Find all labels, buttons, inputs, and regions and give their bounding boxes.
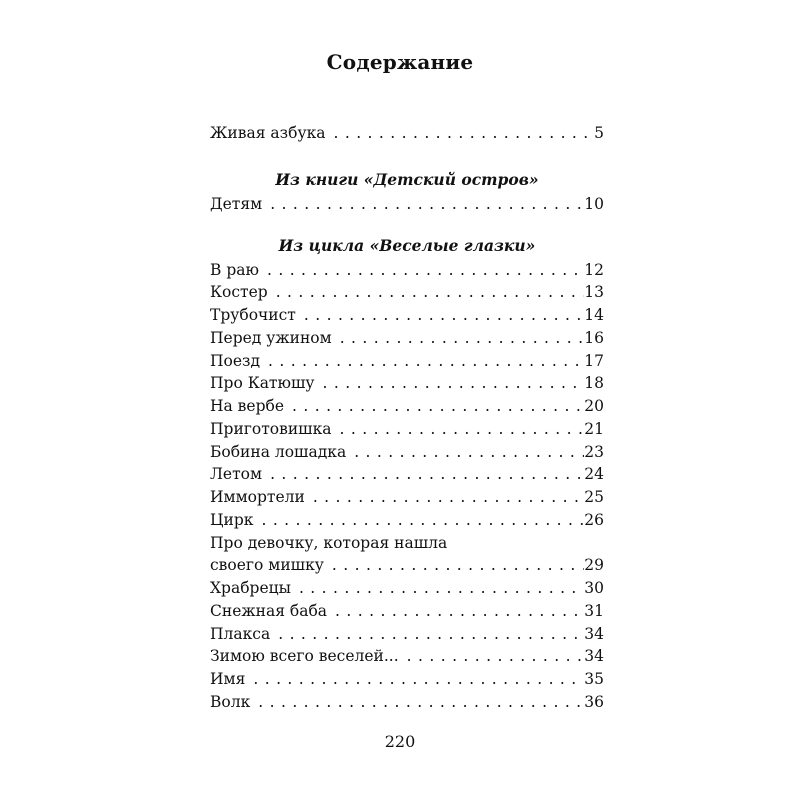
toc-entry-page: 31: [584, 601, 604, 620]
toc-entry-multiline-line1: [210, 532, 604, 555]
dot-leader: [250, 691, 584, 714]
toc-entry-page: 18: [584, 374, 604, 393]
dot-leader: [346, 441, 584, 464]
toc-entry-label: Про девочку, которая нашла: [210, 533, 448, 552]
toc-entry-page: 34: [584, 647, 604, 666]
dot-leader: [253, 509, 584, 532]
dot-leader: [399, 645, 585, 668]
toc-entry-label: Бобина лошадка: [210, 442, 347, 461]
toc-entry: [210, 486, 604, 509]
toc-entry-label: Костер: [210, 283, 268, 302]
dot-leader: [268, 281, 585, 304]
toc-entry-page: 30: [584, 579, 604, 597]
toc-entry-zhivaya-azbuka: [210, 122, 604, 145]
dot-leader: [324, 554, 584, 577]
toc-entry: [210, 418, 604, 441]
toc-entry: [210, 577, 604, 600]
toc-entry: [210, 623, 604, 646]
toc-entry-label: Зимою всего веселей...: [210, 647, 399, 666]
toc-entry: [210, 600, 604, 623]
toc-entry: [210, 395, 604, 418]
toc-entry-label: Волк: [210, 692, 251, 711]
toc-entry-page: 17: [584, 351, 604, 370]
page-number: 220: [384, 732, 416, 751]
dot-leader: [332, 418, 585, 441]
dot-leader: [296, 304, 584, 327]
toc-entry-page: 35: [584, 670, 604, 688]
dot-leader: [259, 259, 584, 282]
toc-entry-page: 21: [584, 419, 604, 438]
toc-entry-label: Перед ужином: [210, 328, 332, 347]
dot-leader: [260, 350, 584, 373]
toc-entry-label: В раю: [210, 260, 259, 279]
toc-entry: [210, 259, 604, 282]
toc-entry-label: Летом: [210, 465, 263, 484]
toc-entry-page: 12: [584, 260, 604, 279]
dot-leader: [284, 395, 584, 418]
toc-entry-label: Иммортели: [210, 488, 305, 506]
dot-leader: [305, 486, 584, 509]
dot-leader: [291, 577, 584, 600]
toc-entry-label: Цирк: [210, 510, 254, 529]
section-heading-detskiy-ostrov: Из книги «Детский остров»: [275, 169, 539, 189]
toc-entry-label: Приготовишка: [210, 419, 332, 438]
dot-leader: [327, 600, 584, 623]
toc-entry-label: Храбрецы: [210, 579, 291, 597]
toc-entry: [210, 668, 604, 691]
dot-leader: [326, 122, 595, 145]
toc-entry-page: 16: [584, 328, 604, 347]
toc-entry-page: 24: [584, 465, 604, 484]
toc-entry-label: Имя: [210, 670, 246, 688]
toc-entry-detyam: [210, 193, 604, 216]
toc-entry: [210, 645, 604, 668]
toc-entry-label: своего мишку: [210, 556, 324, 575]
toc-entry-multiline-line2: [210, 554, 604, 577]
toc-entry-label: На вербе: [210, 397, 285, 415]
toc-entry-page: 23: [584, 442, 604, 461]
dot-leader: [262, 463, 584, 486]
toc-entry-page: 34: [584, 624, 604, 643]
toc-entry-page: 10: [584, 194, 604, 213]
toc-entry-label: Про Катюшу: [210, 374, 315, 393]
toc-entry-page: 26: [584, 510, 604, 529]
toc-entry-page: 29: [584, 556, 604, 575]
dot-leader: [332, 327, 585, 350]
toc-entry: [210, 372, 604, 395]
dot-leader: [245, 668, 584, 691]
toc-entry: [210, 441, 604, 464]
toc-entry-page: 25: [584, 488, 604, 506]
dot-leader: [315, 372, 585, 395]
toc-entry-label: Плакса: [210, 624, 271, 643]
table-of-contents: [210, 122, 604, 714]
toc-entry: [210, 691, 604, 714]
dot-leader: [262, 193, 584, 216]
toc-entry-label: Живая азбука: [210, 124, 326, 142]
toc-entry-page: 36: [584, 692, 604, 711]
toc-entry-page: 14: [584, 306, 604, 324]
page-title: Содержание: [326, 50, 474, 74]
toc-entry: [210, 463, 604, 486]
section-heading-veselye-glazki: Из цикла «Веселые глазки»: [278, 235, 536, 255]
toc-entry-label: Поезд: [210, 351, 261, 370]
toc-entry-page: 13: [584, 283, 604, 302]
toc-entry: [210, 304, 604, 327]
toc-entry-page: 5: [594, 124, 604, 142]
toc-entry-page: 20: [584, 397, 604, 415]
toc-entry-label: Снежная баба: [210, 601, 328, 620]
toc-entry-label: Детям: [210, 194, 263, 213]
toc-entry: [210, 281, 604, 304]
dot-leader: [270, 623, 584, 646]
toc-entry: [210, 350, 604, 373]
toc-entry-label: Трубочист: [210, 306, 296, 324]
toc-entry: [210, 509, 604, 532]
toc-entry: [210, 327, 604, 350]
